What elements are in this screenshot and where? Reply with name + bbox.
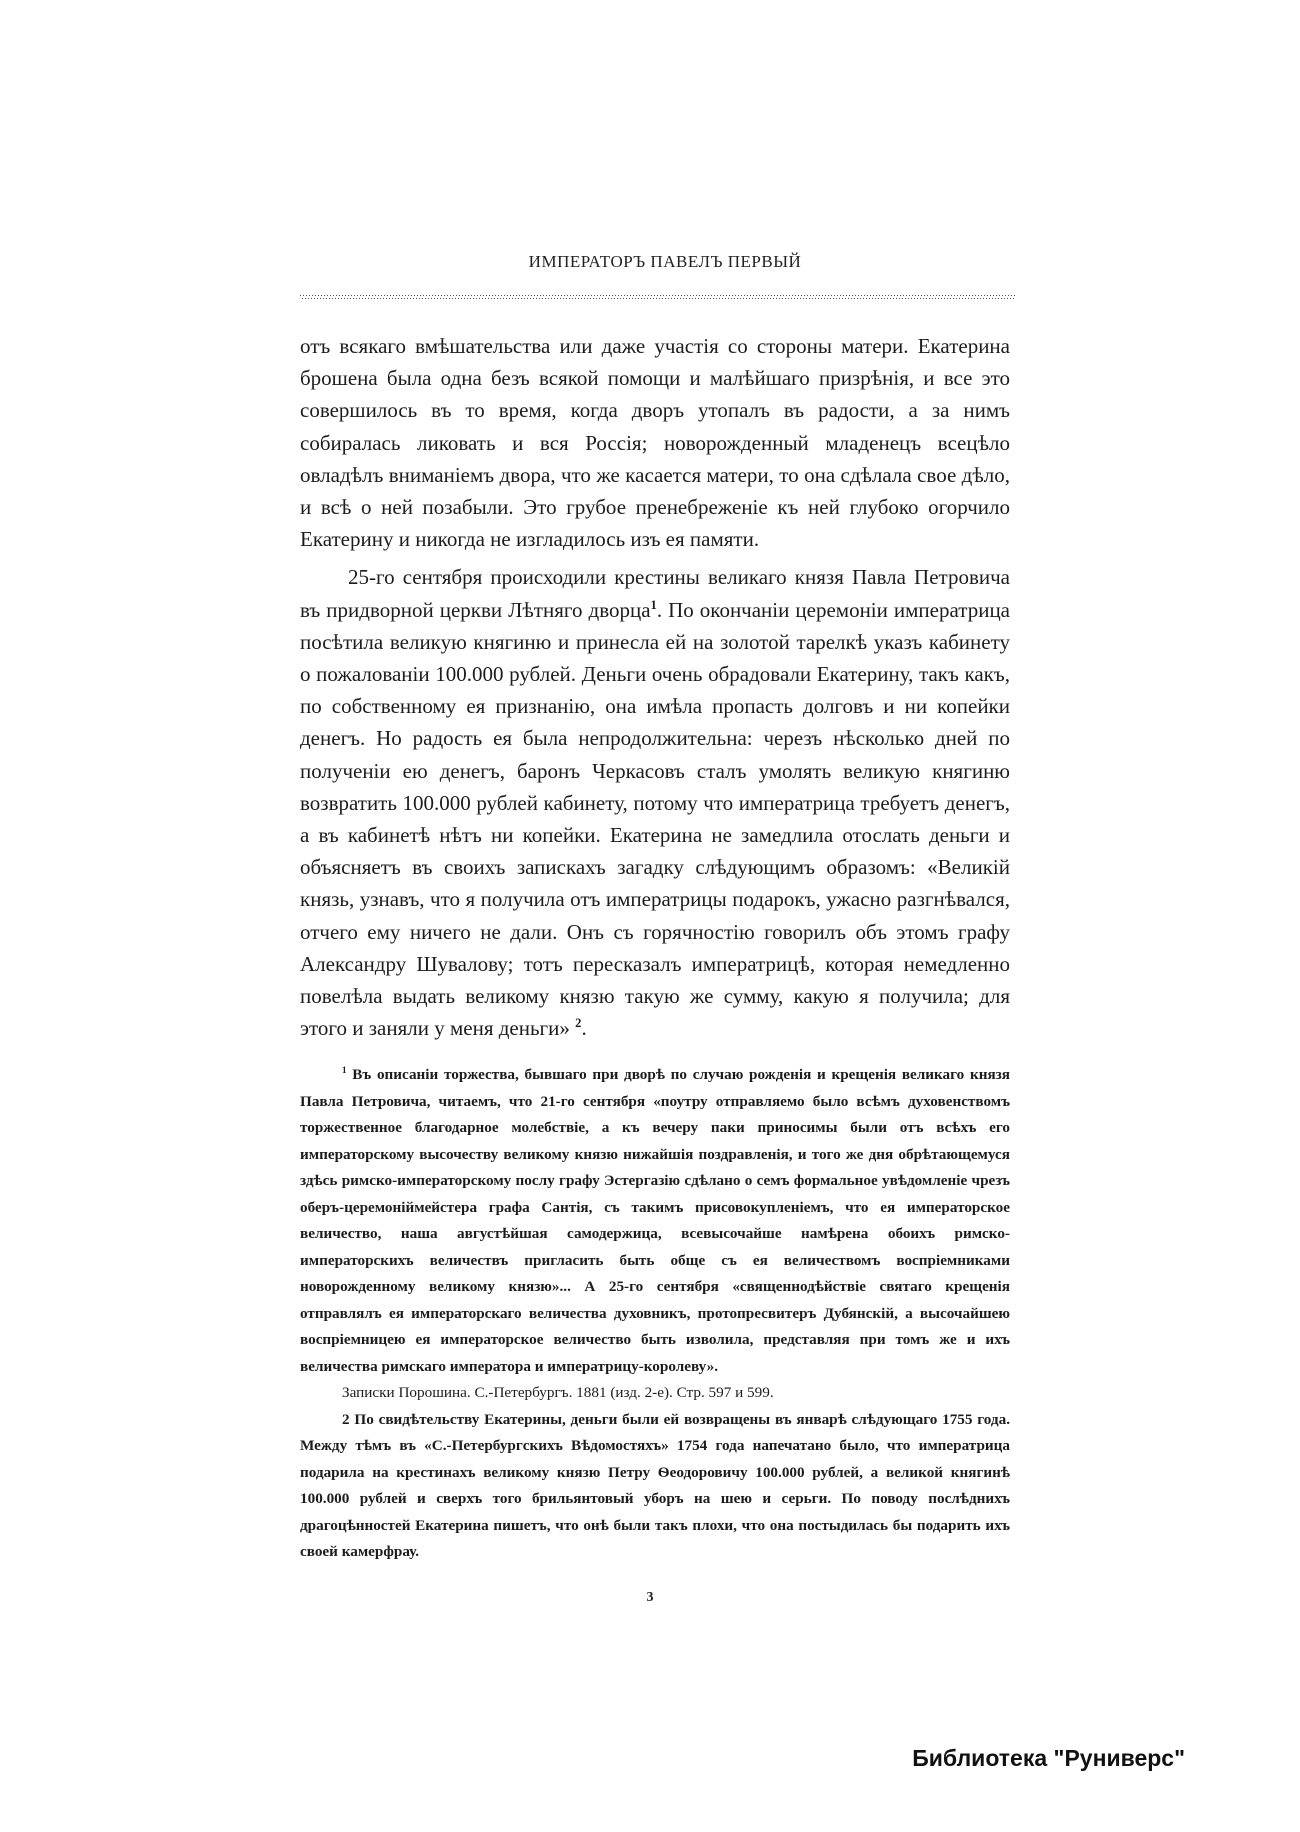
- footnote-2: [300, 1407, 1010, 1566]
- paragraph-1: отъ всякаго вмѣшательства или даже участія со стороны матери. Екатерина брошена была одна безъ всякой помощи и малѣйшаго призрѣнія, и все это совершилось въ то время, когда дворъ утопалъ въ радости, а за нимъ собиралась ликовать и вся Россія; новорожденный младенецъ всецѣло овладѣлъ вниманіемъ двора, что же касается матери, то она сдѣлала свое дѣло, и всѣ о ней позабыли. Это грубое пренебреженіе къ ней глубоко огорчило Екатерину и никогда не изгладилось изъ ея памяти.: [300, 334, 1010, 552]
- paragraph-2-end: .: [581, 1016, 587, 1041]
- footnote-ref-1: 1: [650, 597, 657, 612]
- page-number: 3: [646, 1590, 654, 1605]
- footnote-1-text: Въ описаніи торжества, бывшаго при дворѣ по случаю рожденія и крещенія великаго князя Павла Петровича, читаемъ, что 21-го сентября «поутру отправляемо было всѣмъ духовенствомъ торжественное благодарное молебствіе, а къ вечеру паки приносимы были отъ всѣхъ его императорскому высочеству великому князю нижайшія поздравленія, и того же дня обрѣтающемуся здѣсь римско-императорскому послу графу Эстергазію сдѣлано о семъ формальное увѣдомленіе чрезъ оберъ-церемоніймейстера графа Сантія, съ такимъ присовокупленіемъ, что ея императорское величество, наша августѣйшая самодержица, всевысочайше намѣрена обоихъ римско-императорскихъ величествъ пригласить быть обще съ ея величествомъ воспріемниками новорожденному великому князю»... А 25-го сентября «священнодѣйствіе святаго крещенія отправлялъ ея императорскаго величества духовникъ, протопресвитеръ Дубянскій, а высочайшею воспріемницею ея императорское величество быть изволила, представляя при томъ же и ихъ величества римскаго императора и императрицу-королеву».: [300, 1066, 1010, 1375]
- paragraph-2-part-b: . По окончаніи церемоніи императрица посѣтила великую княгиню и принесла ей на золотой тарелкѣ указъ кабинету о пожалованіи 100.000 рублей. Деньги очень обрадовали Екатерину, такъ какъ, по собственному ея признанію, она имѣла пропасть долговъ и ни копейки денегъ. Но радость ея была непродолжительна: черезъ нѣсколько дней по полученіи ею денегъ, баронъ Черкасовъ сталъ умолять великую княгиню возвратить 100.000 рублей кабинету, потому что императрица требуетъ денегъ, а въ кабинетѣ нѣтъ ни копейки. Екатерина не замедлила отослать деньги и объясняетъ въ своихъ запискахъ загадку слѣдующимъ образомъ: «Великій князь, узнавъ, что я получила отъ императрицы подарокъ, ужасно разгнѣвался, отчего ему ничего не дали. Онъ съ горячностію говорилъ объ этомъ графу Александру Шувалову; тотъ пересказалъ императрицѣ, которая немедленно повелѣла выдать великому князю такую же сумму, какую я получила; для этого и заняли у меня деньги»: [300, 597, 1011, 1041]
- footnote-1-mark: 1: [342, 1064, 347, 1075]
- footnotes: [300, 1062, 1010, 1566]
- footnote-1-source: Записки Порошина. С.-Петербургъ. 1881 (изд. 2-е). Стр. 597 и 599.: [342, 1384, 774, 1401]
- footnote-1: [300, 1062, 1010, 1380]
- running-head: ИМПЕРАТОРЪ ПАВЕЛЪ ПЕРВЫЙ: [528, 252, 802, 271]
- header-rule: [300, 295, 1015, 301]
- main-text: [300, 330, 1010, 1044]
- library-watermark: Библиотека "Руниверс": [912, 1745, 1185, 1771]
- footnote-2-mark: 2: [342, 1410, 350, 1428]
- footnote-2-text: По свидѣтельству Екатерины, деньги были ей возвращены въ январѣ слѣдующаго 1755 года. Между тѣмъ въ «С.-Петербургскихъ Вѣдомостяхъ» 1754 года напечатано было, что императрица подарила на крестинахъ великому князю Петру Ѳеодоровичу 100.000 рублей, а великой княгинѣ 100.000 рублей и сверхъ того брильянтовый уборъ на шею и серьги. По поводу послѣднихъ драгоцѣнностей Екатерина пишетъ, что онѣ были такъ плохи, что она постыдилась бы подарить ихъ своей камерфрау.: [300, 1410, 1011, 1560]
- paragraph-2-part-a: 25-го сентября происходили крестины великаго князя Павла Петровича въ придворной церкви Лѣтняго дворца: [300, 565, 1010, 622]
- paragraph-2: [300, 561, 1010, 1044]
- footnote-ref-2: 2: [575, 1016, 582, 1031]
